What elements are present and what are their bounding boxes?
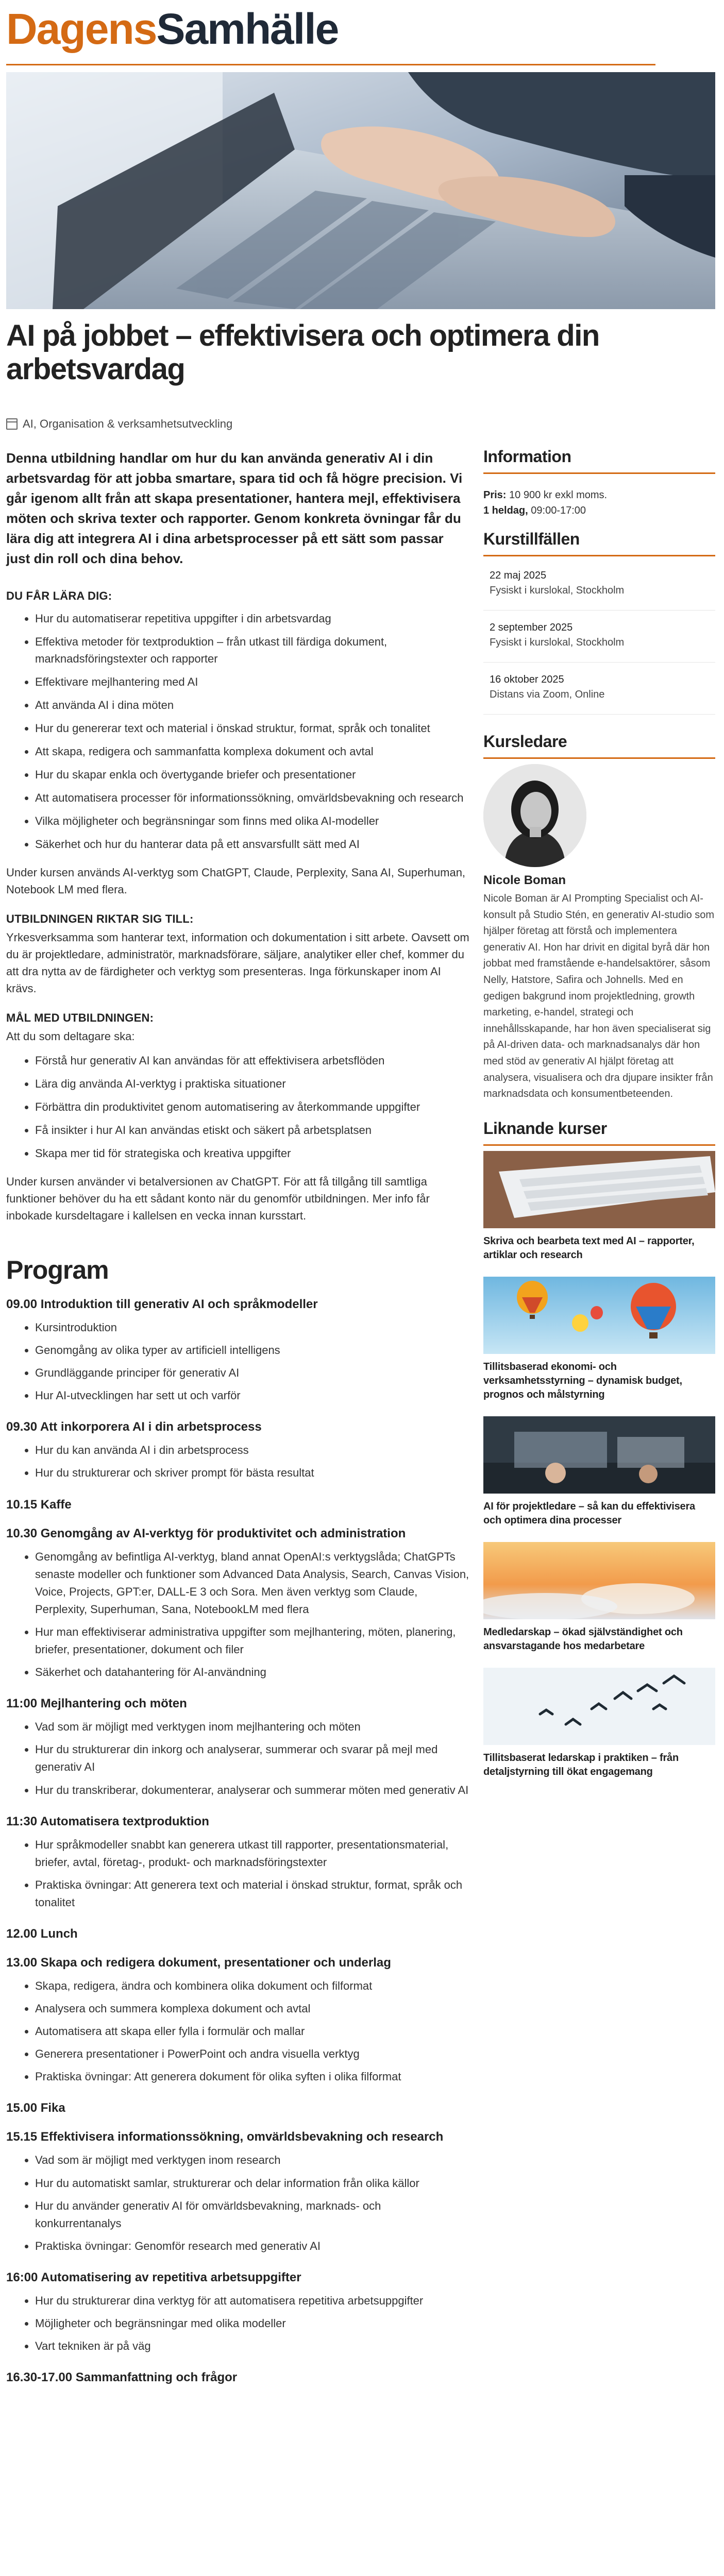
program-slot-heading: 10.30 Genomgång av AI-verktyg för produktivitet och administration <box>6 1526 406 1540</box>
list-item: • Hur du strukturerar din inkorg och analyserar, summerar och svarar på mejl med generativ AI <box>35 1741 470 1776</box>
list-item: • Skapa mer tid för strategiska och kreativa uppgifter <box>35 1145 470 1162</box>
logo-part-1: Dagens <box>6 5 157 53</box>
program-title: Program <box>6 1256 109 1284</box>
session-date: 16 oktober 2025 <box>490 674 564 685</box>
list-item: • Förbättra din produktivitet genom automatisering av återkommande uppgifter <box>35 1098 470 1115</box>
similar-course-title[interactable]: Tillitsbaserad ekonomi- och verksamhetsstyrning – dynamisk budget, prognos och målstyrning <box>483 1361 682 1400</box>
list-item: • Generera presentationer i PowerPoint och andra visuella verktyg <box>35 2045 470 2063</box>
session-date: 2 september 2025 <box>490 622 573 633</box>
trainer-portrait <box>483 764 586 867</box>
calendar-icon <box>6 418 18 430</box>
info-divider <box>483 472 715 474</box>
list-item: • Lära dig använda AI-verktyg i praktiska situationer <box>35 1075 470 1092</box>
list-item: • Automatisera att skapa eller fylla i formulär och mallar <box>35 2023 470 2040</box>
trainer-name: Nicole Boman <box>483 873 566 887</box>
site-logo[interactable] <box>6 5 655 53</box>
program-slot-items <box>6 1442 470 1482</box>
hero-laptop-illustration <box>6 72 715 309</box>
tools-paragraph: Under kursen används AI-verktyg som ChatGPT, Claude, Perplexity, Sana AI, Superhuman, Notebook LM med flera. <box>6 866 466 896</box>
program-slot-heading: 09.30 Att inkorporera AI i din arbetsprocess <box>6 1420 262 1434</box>
list-item: • Hur du automatiskt samlar, strukturerar och delar information från olika källor <box>35 2175 470 2192</box>
header-divider <box>6 64 655 65</box>
trainer-heading: Kursledare <box>483 732 567 751</box>
list-item: • Kursintroduktion <box>35 1319 470 1336</box>
trainer-bio: Nicole Boman är AI Prompting Specialist och AI-konsult på Studio Stén, en generativ AI-studio som hjälper företag att förstå och implementera generativ AI. Hon har drivit en digital byrå där hon jobbat med framstående e-handelsaktörer, såsom Nelly, Hatstore, Safira och Johnells. Med en gedigen bakgrund inom projektledning, growth marketing, e-handel, strategi och innehållsskapande, har hon även specialiserat sig på AI-driven data- och marknadsanalys där hon med stöd av generativ AI hjälpt företag att analysera, visualisera och dra djupare insikter från marknadsdata och konsumentbeteenden. <box>483 893 715 1100</box>
program-slot-heading: 16.30-17.00 Sammanfattning och frågor <box>6 2370 238 2385</box>
list-item: • Att skapa, redigera och sammanfatta komplexa dokument och avtal <box>35 743 470 760</box>
duration-label: 1 heldag, <box>483 505 528 516</box>
category-label[interactable]: AI, Organisation & verksamhetsutveckling <box>23 417 233 430</box>
list-item: • Hur du strukturerar och skriver prompt för bästa resultat <box>35 1464 470 1482</box>
main-content <box>6 448 470 2399</box>
similar-course-card[interactable] <box>483 1151 715 1262</box>
similar-heading: Liknande kurser <box>483 1118 607 1138</box>
goals-list <box>6 1052 470 1162</box>
similar-course-title[interactable]: AI för projektledare – så kan du effektivisera och optimera dina processer <box>483 1500 695 1526</box>
list-item: • Vart tekniken är på väg <box>35 2337 470 2355</box>
list-item: • Hur du använder generativ AI för omvärldsbevakning, marknads- och konkurrentanalys <box>35 2197 470 2232</box>
list-item: • Effektivare mejlhantering med AI <box>35 673 470 690</box>
duration-line <box>483 503 715 518</box>
list-item: • Hur AI-utvecklingen har sett ut och varför <box>35 1387 470 1404</box>
goals-heading: MÅL MED UTBILDNINGEN: <box>6 1011 154 1024</box>
session-location: Fysiskt i kurslokal, Stockholm <box>490 585 625 596</box>
session-item[interactable] <box>483 663 715 715</box>
logo-part-2: Samhälle <box>156 5 339 53</box>
site-header <box>6 7 655 64</box>
program-slot-heading: 11:00 Mejlhantering och möten <box>6 1697 187 1711</box>
list-item: • Hur du kan använda AI i din arbetsprocess <box>35 1442 470 1459</box>
similar-course-card[interactable] <box>483 1277 715 1402</box>
program-slot-items <box>6 1548 470 1682</box>
balloons-photo <box>483 1277 715 1354</box>
list-item: • Förstå hur generativ AI kan användas för att effektivisera arbetsflöden <box>35 1052 470 1069</box>
program-slot-items <box>6 1718 470 1799</box>
list-item: • Säkerhet och hur du hanterar data på ett ansvarsfullt sätt med AI <box>35 836 470 853</box>
info-heading: Information <box>483 447 571 466</box>
program-slot-items <box>6 1977 470 2086</box>
list-item: • Vad som är möjligt med verktygen inom mejlhantering och möten <box>35 1718 470 1736</box>
goals-lead: Att du som deltagare ska: <box>6 1030 135 1043</box>
session-list <box>483 558 715 715</box>
similar-course-title[interactable]: Skriva och bearbeta text med AI – rapporter, artiklar och research <box>483 1235 695 1261</box>
list-item: • Praktiska övningar: Att generera dokument för olika syften i olika filformat <box>35 2068 470 2086</box>
program-slot-heading: 16:00 Automatisering av repetitiva arbetsuppgifter <box>6 2270 301 2284</box>
session-item[interactable] <box>483 558 715 611</box>
list-item: • Vilka möjligheter och begränsningar som finns med olika AI-modeller <box>35 812 470 829</box>
list-item: • Få insikter i hur AI kan användas etiskt och säkert på arbetsplatsen <box>35 1122 470 1139</box>
price-line <box>483 487 715 503</box>
program-slot-items <box>6 1836 470 1911</box>
license-paragraph: Under kursen använder vi betalversionen av ChatGPT. För att få tillgång till samtliga funktioner behöver du ha ett sådant konto när du genomför utbildningen. Mer info får inbokade kursdeltagare i kallelsen en vecka innan kursstart. <box>6 1175 430 1222</box>
program-slot-heading: 09.00 Introduktion till generativ AI och språkmodeller <box>6 1297 318 1311</box>
list-item: • Grundläggande principer för generativ AI <box>35 1364 470 1382</box>
intro-paragraph: Denna utbildning handlar om hur du kan använda generativ AI i din arbetsvardag för att jobba smartare, spara tid och få högre precision. Vi går igenom allt från att skapa presentationer, hantera mejl, effektivisera möten och skriva texter och rapporter. Genom konkreta övningar får du lära dig att integrera AI i dina arbetsprocesser på ett sätt som passar just din roll och dina behov. <box>6 450 463 566</box>
price-value: 10 900 kr exkl moms. <box>509 489 608 501</box>
category-line <box>6 417 232 431</box>
session-item[interactable] <box>483 611 715 663</box>
program-slot-heading: 11:30 Automatisera textproduktion <box>6 1814 209 1828</box>
target-heading: UTBILDNINGEN RIKTAR SIG TILL: <box>6 912 194 925</box>
flying-birds-photo <box>483 1668 715 1745</box>
similar-course-card[interactable] <box>483 1416 715 1528</box>
list-item: • Praktiska övningar: Att generera text och material i önskad struktur, format, språk och tonalitet <box>35 1876 470 1911</box>
sidebar <box>483 447 715 1793</box>
program-slot-heading: 15.15 Effektivisera informationssökning, omvärldsbevakning och research <box>6 2130 444 2144</box>
list-item: • Hur du skapar enkla och övertygande briefer och presentationer <box>35 766 470 783</box>
similar-course-title[interactable]: Medledarskap – ökad självständighet och ansvarstagande hos medarbetare <box>483 1626 683 1652</box>
program-slot-heading: 10.15 Kaffe <box>6 1497 72 1512</box>
learn-heading: DU FÅR LÄRA DIG: <box>6 589 112 602</box>
similar-course-card[interactable] <box>483 1668 715 1779</box>
list-item: • Hur du automatiserar repetitiva uppgifter i din arbetsvardag <box>35 610 470 627</box>
keyboard-photo <box>483 1151 715 1228</box>
session-location: Distans via Zoom, Online <box>490 689 605 700</box>
trainer-avatar <box>483 764 586 867</box>
list-item: • Analysera och summera komplexa dokument och avtal <box>35 2000 470 2018</box>
list-item: • Att automatisera processer för informationssökning, omvärldsbevakning och research <box>35 789 470 806</box>
list-item: • Praktiska övningar: Genomför research med generativ AI <box>35 2238 470 2255</box>
list-item: • Hur du transkriberar, dokumenterar, analyserar och summerar möten med generativ AI <box>35 1782 470 1799</box>
list-item: • Vad som är möjligt med verktygen inom research <box>35 2151 470 2169</box>
list-item: • Hur språkmodeller snabbt kan generera utkast till rapporter, presentationsmaterial, briefer, avtal, företag-, produkt- och marknadsföringstexter <box>35 1836 470 1871</box>
sunset-birds-photo <box>483 1542 715 1619</box>
program-slot-items <box>6 1319 470 1404</box>
sessions-heading: Kurstillfällen <box>483 530 580 548</box>
office-photo <box>483 1416 715 1494</box>
list-item: • Möjligheter och begränsningar med olika modeller <box>35 2315 470 2332</box>
program-slot-heading: 12.00 Lunch <box>6 1926 78 1941</box>
program-slot-heading: 15.00 Fika <box>6 2101 65 2115</box>
sessions-divider <box>483 555 715 556</box>
page-title: AI på jobbet – effektivisera och optimera din arbetsvardag <box>6 319 599 386</box>
session-location: Fysiskt i kurslokal, Stockholm <box>490 637 625 648</box>
trainer-divider <box>483 757 715 759</box>
similar-course-title[interactable]: Tillitsbaserat ledarskap i praktiken – från detaljstyrning till ökat engagemang <box>483 1752 679 1777</box>
list-item: • Hur man effektiviserar administrativa uppgifter som mejlhantering, möten, planering, briefer, presentationer, dokument och filer <box>35 1623 470 1658</box>
price-label: Pris: <box>483 489 507 501</box>
program-slot-heading: 13.00 Skapa och redigera dokument, presentationer och underlag <box>6 1955 391 1970</box>
list-item: • Skapa, redigera, ändra och kombinera olika dokument och filformat <box>35 1977 470 1995</box>
target-paragraph: Yrkesverksamma som hanterar text, information och dokumentation i sitt arbete. Oavsett om du är projektledare, administratör, marknadsförare, säljare, analytiker eller chef, kommer du att dra nytta av de färdigheter och verktyg som presenteras. Inga förkunskaper inom AI krävs. <box>6 931 469 995</box>
list-item: • Effektiva metoder för textproduktion – från utkast till färdiga dokument, marknadsföringstexter och rapporter <box>35 633 470 667</box>
program-slot-items <box>6 2292 470 2355</box>
program-slot-items <box>6 2151 470 2255</box>
similar-divider <box>483 1144 715 1146</box>
learn-list <box>6 610 470 853</box>
session-date: 22 maj 2025 <box>490 570 547 581</box>
duration-value: 09:00-17:00 <box>531 505 586 516</box>
program-schedule <box>6 1297 470 2385</box>
similar-course-card[interactable] <box>483 1542 715 1653</box>
hero-image <box>6 72 715 309</box>
list-item: • Genomgång av befintliga AI-verktyg, bland annat OpenAI:s verktygslåda; ChatGPTs senaste modeller och funktioner som Advanced Data Analysis, Search, Canvas Vision, Voice, Projects, GPT:er, DALL-E 3 och Sora. Men även verktyg som Claude, Perplexity, Superhuman, Sana, NotebookLM med flera <box>35 1548 470 1618</box>
list-item: • Hur du genererar text och material i önskad struktur, format, språk och tonalitet <box>35 720 470 737</box>
list-item: • Att använda AI i dina möten <box>35 697 470 714</box>
list-item: • Genomgång av olika typer av artificiell intelligens <box>35 1342 470 1359</box>
list-item: • Säkerhet och datahantering för AI-användning <box>35 1664 470 1681</box>
list-item: • Hur du strukturerar dina verktyg för att automatisera repetitiva arbetsuppgifter <box>35 2292 470 2310</box>
